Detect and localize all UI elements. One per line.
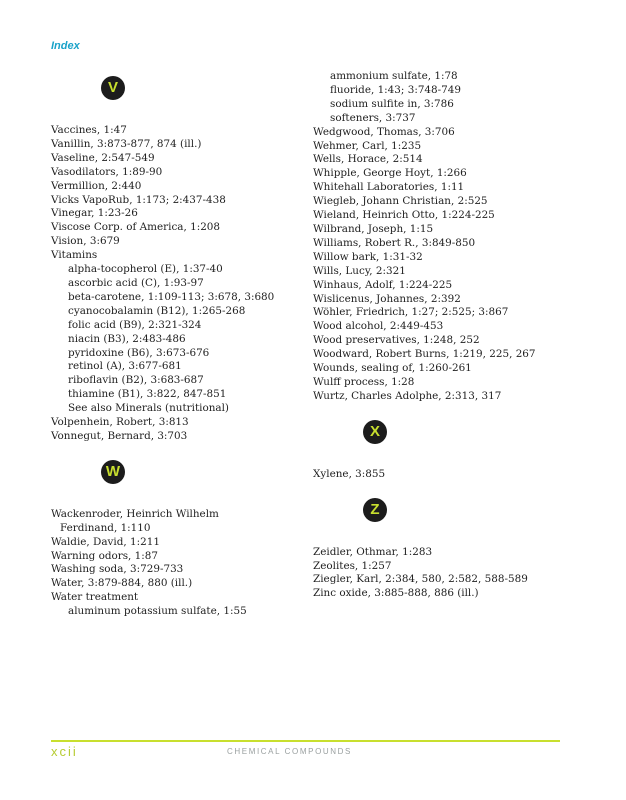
index-subentry: fluoride, 1:43; 3:748-749 <box>330 83 461 96</box>
index-entry: Williams, Robert R., 3:849-850 <box>313 236 476 249</box>
index-entry: Willow bark, 1:31-32 <box>313 250 423 263</box>
index-entry: Woodward, Robert Burns, 1:219, 225, 267 <box>313 348 536 361</box>
index-entry: Water treatment <box>51 591 139 604</box>
index-subentry: retinol (A), 3:677-681 <box>68 360 182 373</box>
footer-rule <box>51 740 560 742</box>
letter-section-x <box>313 414 578 458</box>
index-entry: Wieland, Heinrich Otto, 1:224-225 <box>313 209 495 222</box>
index-subentry: softeners, 3:737 <box>330 111 416 124</box>
letter-badge-x: X <box>363 420 387 444</box>
index-entry: Zeolites, 1:257 <box>313 559 392 572</box>
entries-w-continued <box>313 126 578 404</box>
footer-book-title: CHEMICAL COMPOUNDS <box>227 747 352 756</box>
index-entry: Wills, Lucy, 2:321 <box>313 264 406 277</box>
index-entry: Ziegler, Karl, 2:384, 580, 2:582, 588-589 <box>313 573 528 586</box>
letter-badge-z: Z <box>363 498 387 522</box>
letter-badge-v: V <box>101 76 125 100</box>
index-entry: Wood preservatives, 1:248, 252 <box>313 334 480 347</box>
letter-badge-w: W <box>101 460 125 484</box>
index-subentry: pyridoxine (B6), 3:673-676 <box>68 346 210 359</box>
index-subentry: alpha-tocopherol (E), 1:37-40 <box>68 263 223 276</box>
index-entry: Whipple, George Hoyt, 1:266 <box>313 167 467 180</box>
index-entry: Winhaus, Adolf, 1:224-225 <box>313 278 453 291</box>
entries-water-continued <box>313 70 578 126</box>
index-entry: Wedgwood, Thomas, 3:706 <box>313 125 455 138</box>
index-see-also: See also Minerals (nutritional) <box>68 402 229 415</box>
index-column-left <box>51 70 316 619</box>
index-entry: Wurtz, Charles Adolphe, 2:313, 317 <box>313 389 502 402</box>
index-subentry: thiamine (B1), 3:822, 847-851 <box>68 388 227 401</box>
index-entry: Viscose Corp. of America, 1:208 <box>51 221 221 234</box>
entries-x <box>313 468 578 482</box>
index-entry: Wackenroder, Heinrich Wilhelm <box>51 507 219 520</box>
index-entry: Wislicenus, Johannes, 2:392 <box>313 292 461 305</box>
entries-w <box>51 508 316 619</box>
index-entry: Whitehall Laboratories, 1:11 <box>313 181 465 194</box>
index-entry: Waldie, David, 1:211 <box>51 535 160 548</box>
letter-section-w <box>51 454 316 498</box>
page-header-title: Index <box>51 40 80 52</box>
index-subentry: cyanocobalamin (B12), 1:265-268 <box>68 304 246 317</box>
index-subentry: ammonium sulfate, 1:78 <box>330 70 458 82</box>
index-subentry: sodium sulfite in, 3:786 <box>330 97 454 110</box>
index-entry-continued: Ferdinand, 1:110 <box>60 521 151 534</box>
index-subentry: folic acid (B9), 2:321-324 <box>68 318 202 331</box>
index-entry: Wells, Horace, 2:514 <box>313 153 423 166</box>
index-entry: Wilbrand, Joseph, 1:15 <box>313 222 434 235</box>
index-entry: Vaseline, 2:547-549 <box>51 151 155 164</box>
index-entry: Vitamins <box>51 249 98 262</box>
index-subentry: riboflavin (B2), 3:683-687 <box>68 374 204 387</box>
index-entry: Wehmer, Carl, 1:235 <box>313 139 422 152</box>
index-subentry: niacin (B3), 2:483-486 <box>68 332 186 345</box>
index-entry: Washing soda, 3:729-733 <box>51 563 184 576</box>
index-entry: Vinegar, 1:23-26 <box>51 207 138 220</box>
index-entry: Vermillion, 2:440 <box>51 179 142 192</box>
index-entry: Vision, 3:679 <box>51 235 120 248</box>
index-entry: Wöhler, Friedrich, 1:27; 2:525; 3:867 <box>313 306 509 319</box>
index-entry: Wood alcohol, 2:449-453 <box>313 320 444 333</box>
index-entry: Wounds, sealing of, 1:260-261 <box>313 362 472 375</box>
index-entry: Xylene, 3:855 <box>313 467 386 480</box>
index-entry: Wiegleb, Johann Christian, 2:525 <box>313 195 488 208</box>
index-entry: Vonnegut, Bernard, 3:703 <box>51 429 188 442</box>
index-entry: Wulff process, 1:28 <box>313 375 415 388</box>
index-subentry: aluminum potassium sulfate, 1:55 <box>68 605 247 618</box>
index-entry: Warning odors, 1:87 <box>51 549 159 562</box>
index-column-right <box>313 70 578 601</box>
footer-page-number: xcii <box>51 744 78 759</box>
entries-z <box>313 546 578 602</box>
entries-v <box>51 124 316 444</box>
index-entry: Vasodilators, 1:89-90 <box>51 165 163 178</box>
index-subentry: beta-carotene, 1:109-113; 3:678, 3:680 <box>68 290 275 303</box>
index-entry: Vanillin, 3:873-877, 874 (ill.) <box>51 137 202 150</box>
index-entry: Vicks VapoRub, 1:173; 2:437-438 <box>51 193 226 206</box>
index-subentry: ascorbic acid (C), 1:93-97 <box>68 276 204 289</box>
index-entry: Water, 3:879-884, 880 (ill.) <box>51 577 193 590</box>
index-entry: Zinc oxide, 3:885-888, 886 (ill.) <box>313 587 479 600</box>
index-entry: Vaccines, 1:47 <box>51 124 127 136</box>
index-entry: Volpenhein, Robert, 3:813 <box>51 416 189 429</box>
letter-section-z <box>313 492 578 536</box>
index-entry: Zeidler, Othmar, 1:283 <box>313 545 433 558</box>
letter-section-v <box>51 70 316 114</box>
